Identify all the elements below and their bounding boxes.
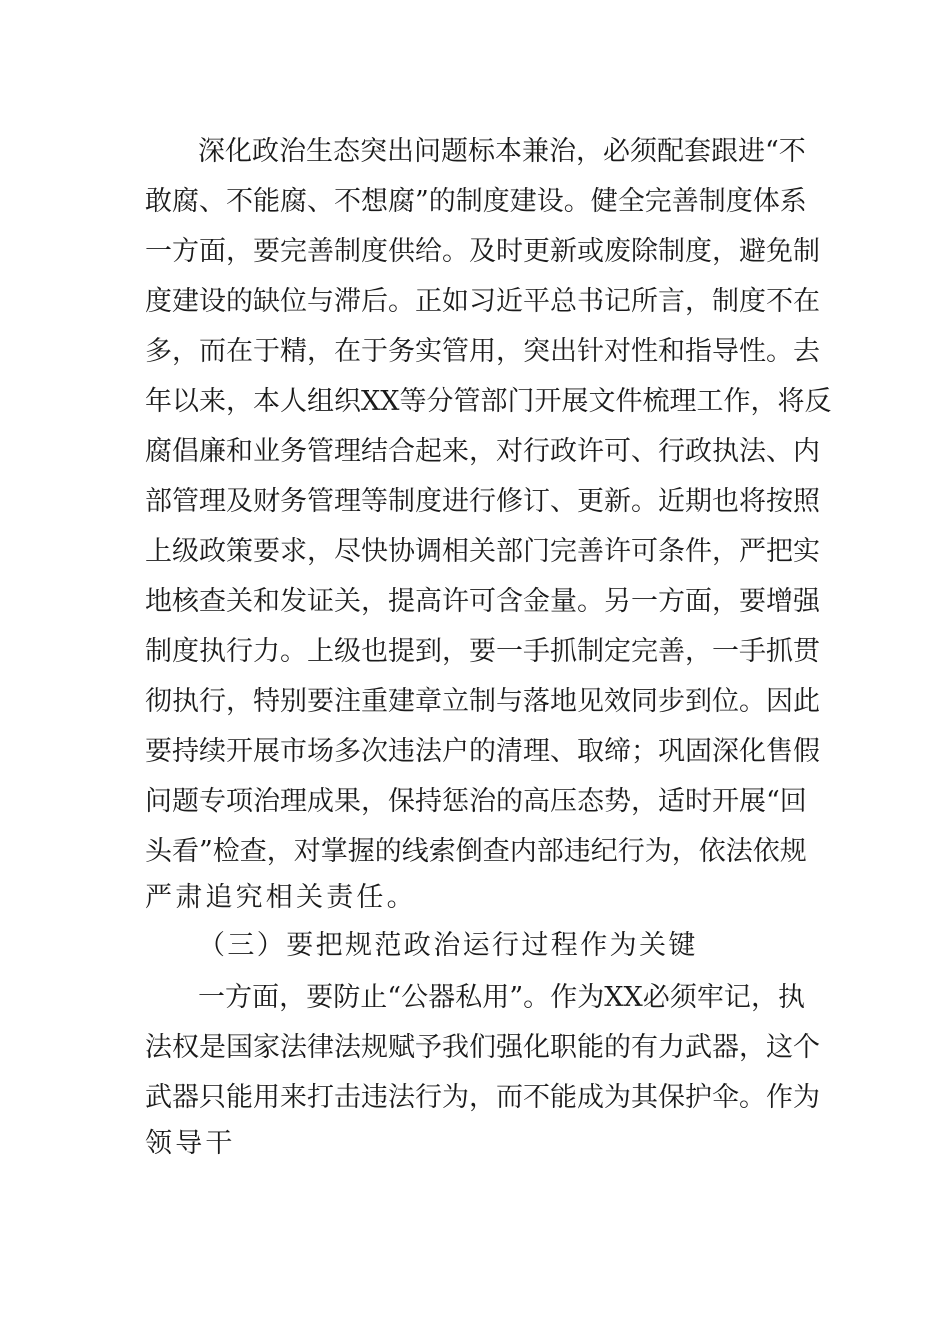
paragraph-line: 彻执行，特别要注重建章立制与落地见效同步到位。因此: [145, 686, 820, 717]
paragraph-line: 地核查关和发证关，提高许可含金量。另一方面，要增强: [145, 586, 820, 617]
paragraph-line-last: 领导干: [145, 1128, 236, 1159]
paragraph-line: 要持续开展市场多次违法户的清理、取缔；巩固深化售假: [145, 736, 820, 767]
paragraph-line: 武器只能用来打击违法行为，而不能成为其保护伞。作为: [145, 1082, 820, 1113]
paragraph-line: 头看”检查，对掌握的线索倒查内部违纪行为，依法依规: [145, 836, 807, 867]
paragraph-line: 一方面，要完善制度供给。及时更新或废除制度，避免制: [145, 236, 820, 267]
paragraph-line: 多，而在于精，在于务实管用，突出针对性和指导性。去: [145, 336, 820, 367]
paragraph-line: 度建设的缺位与滞后。正如习近平总书记所言，制度不在: [145, 286, 820, 317]
paragraph-line-last: 严肃追究相关责任。: [145, 882, 417, 913]
paragraph-line: 法权是国家法律法规赋予我们强化职能的有力武器，这个: [145, 1032, 820, 1063]
paragraph-line: 深化政治生态突出问题标本兼治，必须配套跟进“不: [198, 136, 806, 167]
paragraph-line: 制度执行力。上级也提到，要一手抓制定完善，一手抓贯: [145, 636, 820, 667]
paragraph-line: 敢腐、不能腐、不想腐”的制度建设。健全完善制度体系: [145, 186, 807, 217]
paragraph-line: 部管理及财务管理等制度进行修订、更新。近期也将按照: [145, 486, 820, 517]
paragraph-line: 年以来，本人组织XX等分管部门开展文件梳理工作，将反: [145, 386, 832, 417]
section-heading: （三）要把规范政治运行过程作为关键: [198, 930, 698, 961]
paragraph-line: 问题专项治理成果，保持惩治的高压态势，适时开展“回: [145, 786, 807, 817]
paragraph-line: 一方面，要防止“公器私用”。作为XX必须牢记，执: [198, 982, 805, 1013]
paragraph-line: 上级政策要求，尽快协调相关部门完善许可条件，严把实: [145, 536, 820, 567]
paragraph-line: 腐倡廉和业务管理结合起来，对行政许可、行政执法、内: [145, 436, 820, 467]
